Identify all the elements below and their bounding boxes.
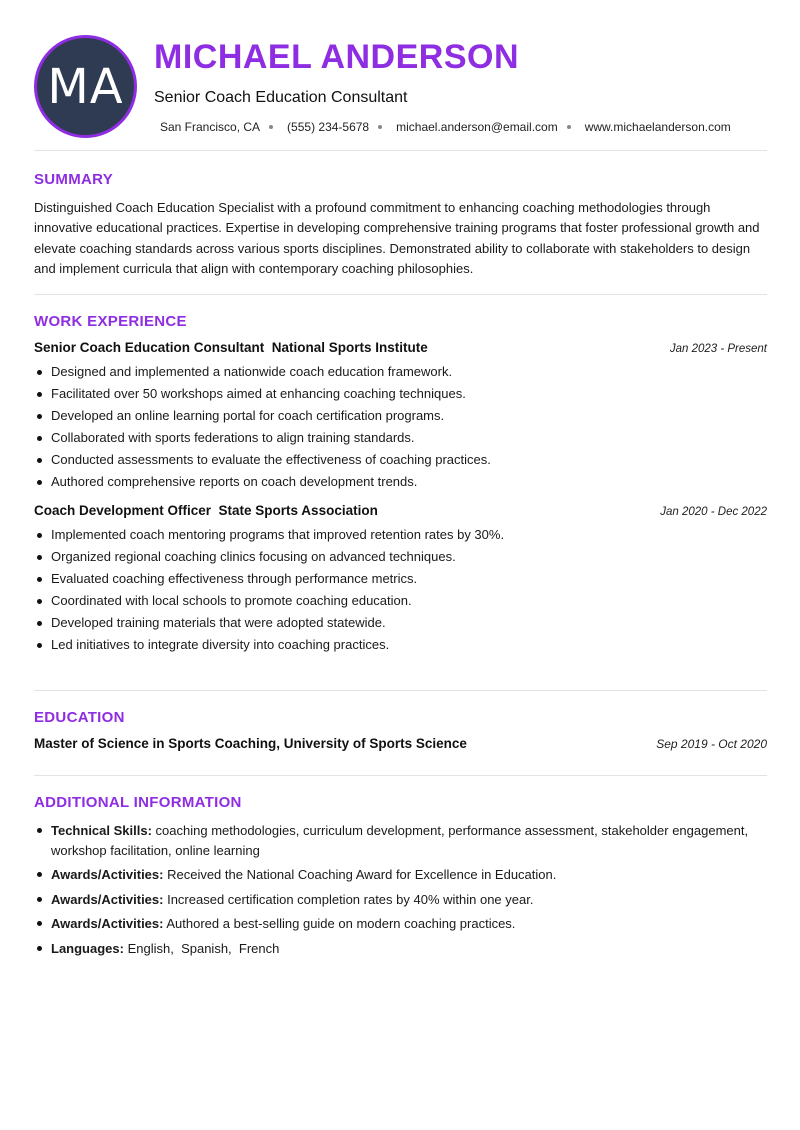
contact-website[interactable]: www.michaelanderson.com (584, 120, 731, 134)
list-item: Designed and implemented a nationwide coach education framework. (34, 361, 767, 383)
list-item (34, 914, 767, 934)
summary-section (34, 151, 767, 294)
work-experience-section (34, 295, 767, 690)
separator-dot (567, 125, 571, 129)
separator-dot (269, 125, 273, 129)
resume-header (34, 0, 767, 150)
list-item (34, 890, 767, 910)
education-section (34, 691, 767, 775)
info-text: Increased certification completion rates by 40% within one year. (167, 891, 534, 907)
job-entry (34, 503, 767, 656)
info-label: Awards/Activities: (51, 916, 164, 932)
list-item: Collaborated with sports federations to align training standards. (34, 427, 767, 449)
info-text: Authored a best-selling guide on modern coaching practices. (166, 916, 516, 932)
info-label: Awards/Activities: (51, 891, 164, 907)
list-item: Led initiatives to integrate diversity into coaching practices. (34, 634, 767, 656)
job-header (34, 340, 767, 355)
job-header (34, 503, 767, 518)
job-bullets (34, 524, 767, 656)
education-dates: Sep 2019 - Oct 2020 (656, 737, 767, 752)
additional-information-section (34, 776, 767, 958)
info-label: Technical Skills: (51, 823, 152, 839)
list-item (34, 821, 767, 860)
education-heading: EDUCATION (34, 709, 125, 727)
summary-text: Distinguished Coach Education Specialist with a profound commitment to enhancing coaching methodologies through innovative educational practices. Expertise in developing comprehensive training programs that foster professional growth and elevate coaching standards across various sports disciplines. Demonstrated ability to collaborate with stakeholders to design and implement curricula that align with contemporary coaching philosophies. (34, 200, 760, 276)
contact-phone[interactable]: (555) 234-5678 (287, 120, 396, 134)
avatar-initials: MA (47, 58, 124, 115)
list-item: Developed training materials that were adopted statewide. (34, 612, 767, 634)
info-text: coaching methodologies, curriculum development, performance assessment, stakeholder engagement, workshop facilitation, online learning (51, 823, 749, 858)
summary-heading: SUMMARY (34, 171, 114, 188)
job-dates: Jan 2023 - Present (669, 343, 767, 356)
avatar (34, 35, 137, 138)
info-text: Received the National Coaching Award for Excellence in Education. (167, 867, 557, 883)
list-item: Conducted assessments to evaluate the effectiveness of coaching practices. (34, 449, 767, 471)
job-bullets (34, 361, 767, 493)
list-item: Evaluated coaching effectiveness through performance metrics. (34, 568, 767, 590)
job-role: Senior Coach Education Consultant National Sports Institute (34, 340, 428, 356)
additional-information-list (34, 821, 767, 958)
additional-information-heading: ADDITIONAL INFORMATION (34, 794, 242, 812)
list-item: Developed an online learning portal for coach certification programs. (34, 405, 767, 427)
list-item: Implemented coach mentoring programs that improved retention rates by 30%. (34, 524, 767, 546)
job-dates: Jan 2020 - Dec 2022 (660, 506, 767, 519)
list-item: Organized regional coaching clinics focusing on advanced techniques. (34, 546, 767, 568)
work-experience-heading: WORK EXPERIENCE (34, 313, 187, 331)
contact-line (160, 120, 731, 134)
education-entry (34, 736, 767, 751)
info-text: English, Spanish, French (127, 940, 280, 956)
separator-dot (378, 125, 382, 129)
list-item (34, 939, 767, 959)
info-label: Awards/Activities: (51, 867, 164, 883)
candidate-title: Senior Coach Education Consultant (154, 89, 408, 106)
list-item: Coordinated with local schools to promote coaching education. (34, 590, 767, 612)
list-item: Facilitated over 50 workshops aimed at enhancing coaching techniques. (34, 383, 767, 405)
contact-location: San Francisco, CA (160, 120, 287, 134)
job-entry (34, 340, 767, 493)
info-label: Languages: (51, 940, 124, 956)
job-role: Coach Development Officer State Sports Association (34, 503, 378, 519)
list-item (34, 865, 767, 885)
resume-page (34, 0, 767, 963)
education-degree: Master of Science in Sports Coaching, University of Sports Science (34, 736, 467, 752)
contact-email[interactable]: michael.anderson@email.com (396, 120, 585, 134)
list-item: Authored comprehensive reports on coach development trends. (34, 471, 767, 493)
candidate-name: MICHAEL ANDERSON (154, 38, 520, 76)
